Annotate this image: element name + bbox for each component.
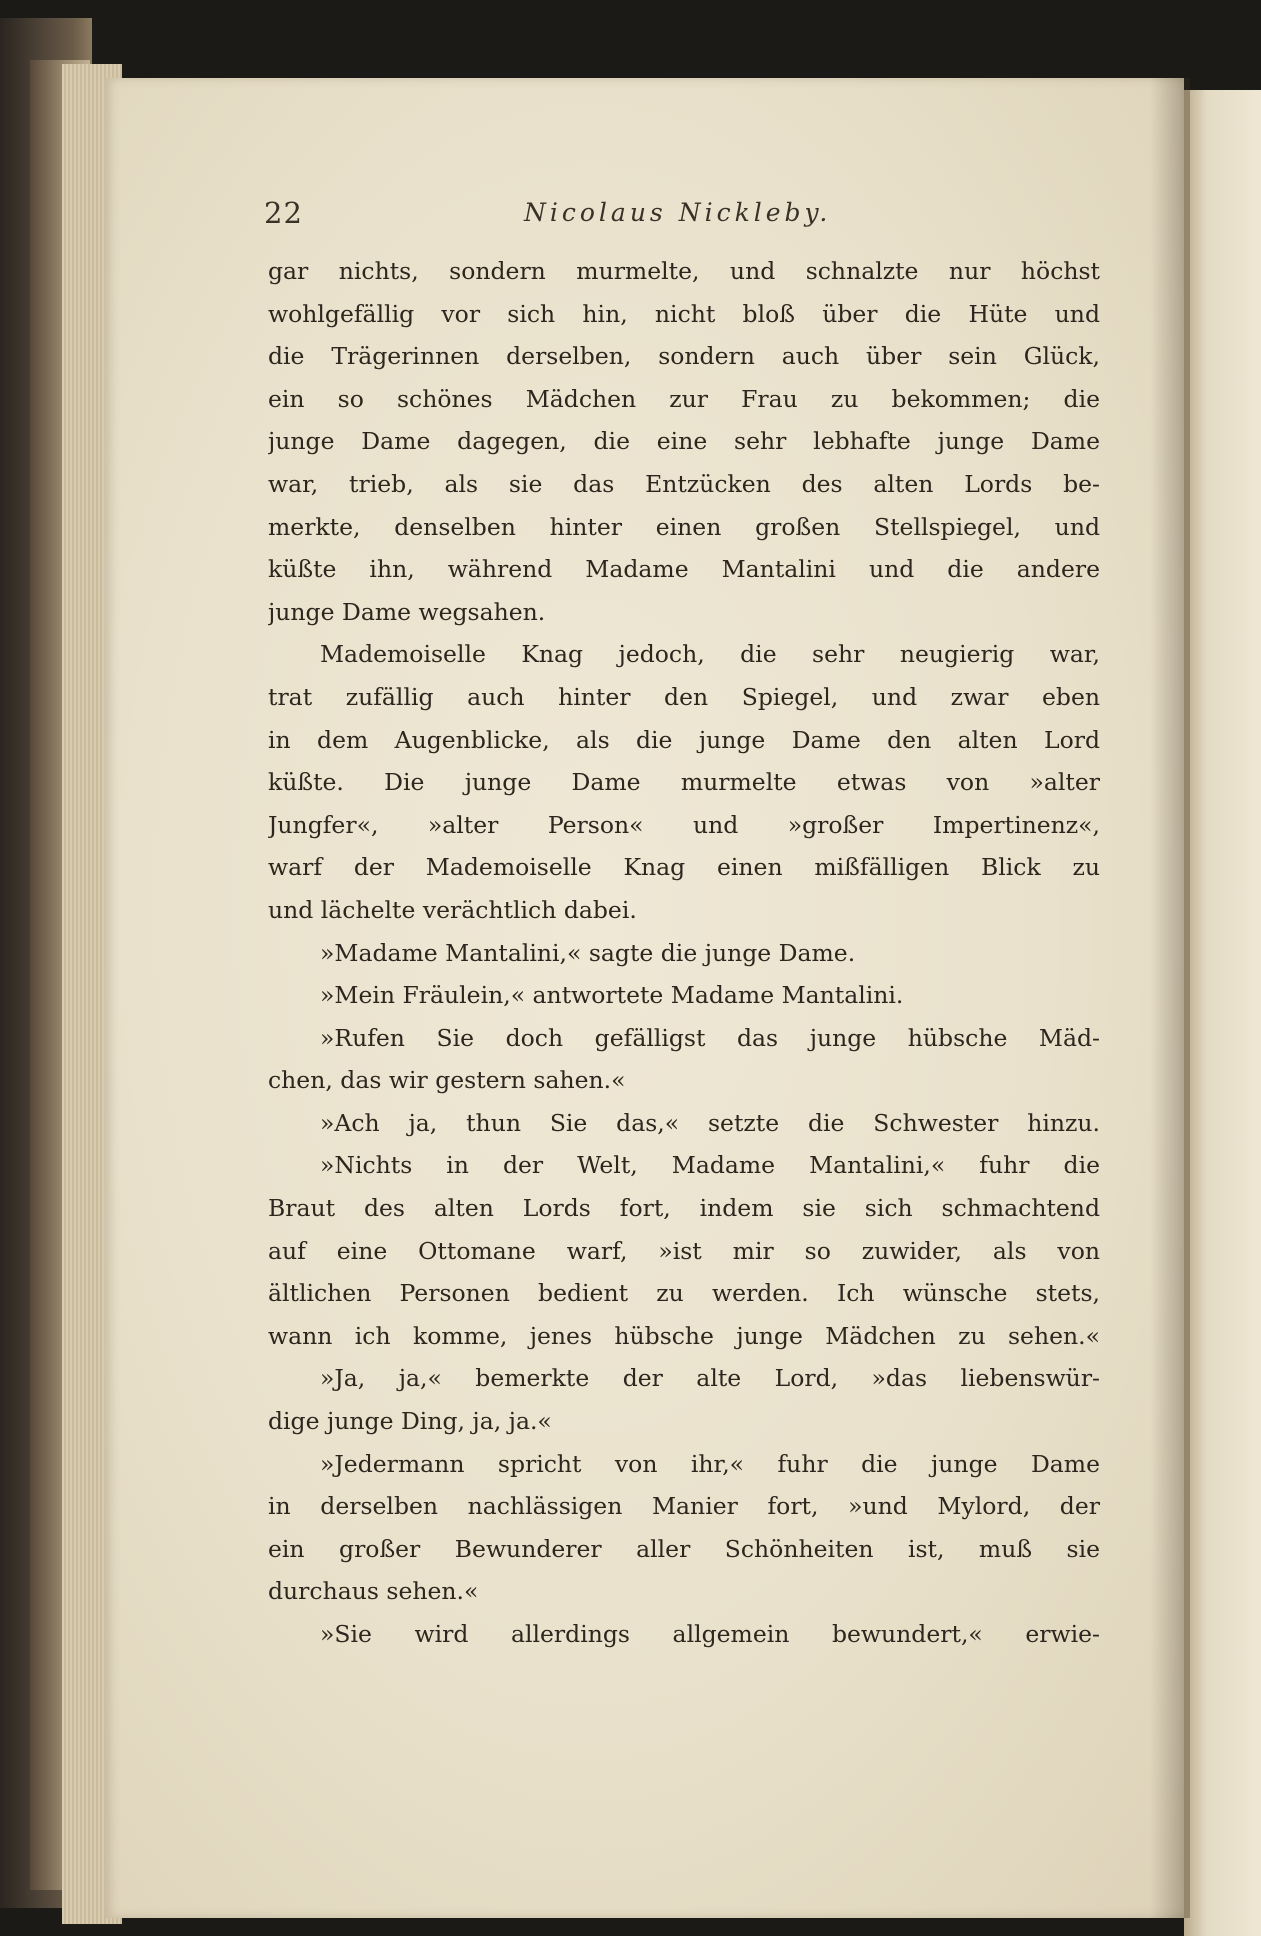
text-line: ein großer Bewunderer aller Schönheiten ist, muß sie <box>268 1534 1100 1563</box>
text-line: chen, das wir gestern sahen.« <box>268 1066 626 1095</box>
text-line: »Rufen Sie doch gefälligst das junge hübsche Mäd- <box>320 1023 1100 1052</box>
text-line: küßte. Die junge Dame murmelte etwas von »alter <box>268 768 1100 797</box>
text-line: »Madame Mantalini,« sagte die junge Dame. <box>320 938 856 967</box>
text-line: junge Dame dagegen, die eine sehr lebhafte junge Dame <box>268 427 1100 456</box>
text-line: »Mein Fräulein,« antwortete Madame Mantalini. <box>320 981 904 1010</box>
text-line: dige junge Ding, ja, ja.« <box>268 1407 552 1436</box>
text-line: in dem Augenblicke, als die junge Dame den alten Lord <box>268 725 1100 754</box>
text-line: wohlgefällig vor sich hin, nicht bloß über die Hüte und <box>268 299 1100 328</box>
text-line: gar nichts, sondern murmelte, und schnalzte nur höchst <box>268 257 1100 285</box>
text-line: durchaus sehen.« <box>268 1577 479 1606</box>
text-line: wann ich komme, jenes hübsche junge Mädchen zu sehen.« <box>268 1321 1100 1350</box>
text-line: Braut des alten Lords fort, indem sie sich schmachtend <box>268 1194 1100 1223</box>
text-line: »Jedermann spricht von ihr,« fuhr die junge Dame <box>320 1449 1100 1478</box>
gutter-shadow <box>1150 78 1190 1918</box>
facing-page-edge <box>1184 90 1261 1936</box>
text-line: ein so schönes Mädchen zur Frau zu bekommen; die <box>268 384 1100 413</box>
text-line: ältlichen Personen bedient zu werden. Ich wünsche stets, <box>268 1279 1100 1308</box>
text-line: Mademoiselle Knag jedoch, die sehr neugierig war, <box>320 640 1100 669</box>
text-line: »Ach ja, thun Sie das,« setzte die Schwester hinzu. <box>320 1108 1100 1137</box>
text-line: trat zufällig auch hinter den Spiegel, und zwar eben <box>268 682 1100 711</box>
text-line: »Nichts in der Welt, Madame Mantalini,« fuhr die <box>320 1151 1100 1180</box>
text-line: Jungfer«, »alter Person« und »großer Impertinenz«, <box>268 810 1100 839</box>
running-head: Nicolaus Nickleby. <box>524 198 832 227</box>
text-line: war, trieb, als sie das Entzücken des alten Lords be- <box>268 469 1100 498</box>
body-text <box>268 250 1100 1656</box>
text-line: merkte, denselben hinter einen großen Stellspiegel, und <box>268 512 1100 541</box>
text-line: küßte ihn, während Madame Mantalini und die andere <box>268 555 1100 584</box>
page-header <box>264 196 1104 240</box>
text-line: in derselben nachlässigen Manier fort, »und Mylord, der <box>268 1492 1100 1521</box>
text-line: und lächelte verächtlich dabei. <box>268 895 637 924</box>
text-line: auf eine Ottomane warf, »ist mir so zuwider, als von <box>268 1236 1100 1265</box>
text-line: die Trägerinnen derselben, sondern auch über sein Glück, <box>268 342 1100 371</box>
text-line: junge Dame wegsahen. <box>268 597 546 626</box>
page-number: 22 <box>264 196 303 230</box>
text-line: »Sie wird allerdings allgemein bewundert,« erwie- <box>320 1620 1100 1648</box>
text-line: warf der Mademoiselle Knag einen mißfälligen Blick zu <box>268 853 1100 882</box>
text-line: »Ja, ja,« bemerkte der alte Lord, »das liebenswür- <box>320 1364 1100 1393</box>
